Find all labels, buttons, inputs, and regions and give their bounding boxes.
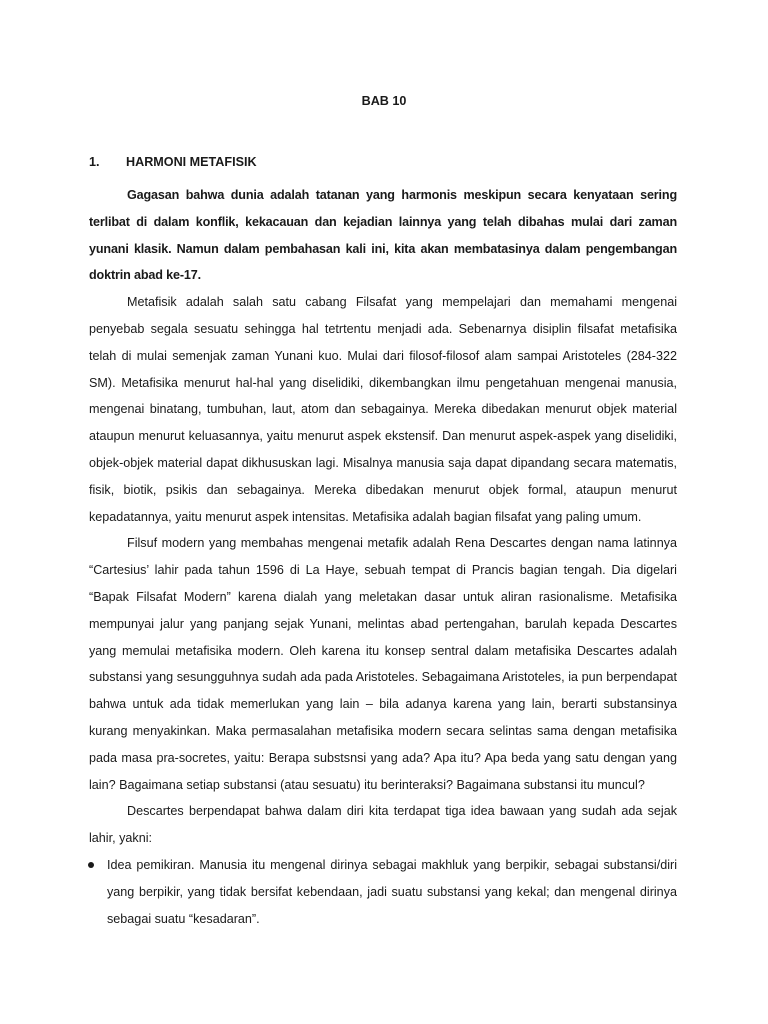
list-item: [89, 852, 677, 932]
paragraph-descartes: Filsuf modern yang membahas mengenai metafik adalah Rena Descartes dengan nama latinnya “Cartesius’ lahir pada tahun 1596 di La Haye, sebuah tempat di Prancis bagian tengah. Dia digelari “Bapak Filsafat Modern” karena dialah yang meletakan dasar untuk aliran rasionalisme. Metafisika mempunyai jalur yang panjang sejak Yunani, melintas abad pertengahan, barulah kepada Descartes yang memulai metafisika modern. Oleh karena itu konsep sentral dalam metafisika Descartes adalah substansi yang sesungguhnya sudah ada pada Aristoteles. Sebagaimana Aristoteles, ia pun berpendapat bahwa untuk ada tidak memerlukan yang lain – bila adanya karena yang lain, berarti substansinya kurang menyakinkan. Maka permasalahan metafisika modern secara selintas sama dengan metafisika pada masa pra-socretes, yaitu: Berapa substsnsi yang ada? Apa itu? Apa beda yang satu dengan yang lain? Bagaimana setiap substansi (atau sesuatu) itu berinteraksi? Bagaimana substansi itu muncul?: [89, 536, 677, 792]
paragraph-idea-bawaan: Descartes berpendapat bahwa dalam diri kita terdapat tiga idea bawaan yang sudah ada sejak lahir, yakni:: [89, 804, 677, 846]
bullet-list: [89, 852, 677, 932]
section-number: 1.: [89, 155, 100, 169]
document-body: [89, 182, 677, 932]
section-heading: [89, 155, 257, 169]
list-item-text: Idea pemikiran. Manusia itu mengenal dirinya sebagai makhluk yang berpikir, sebagai substansi/diri yang berpikir, yang tidak bersifat kebendaan, jadi suatu substansi yang kekal; dan mengenal dirinya sebagai suatu “kesadaran”.: [107, 857, 677, 926]
chapter-title: BAB 10: [361, 94, 407, 108]
bullet-icon: [88, 862, 94, 868]
paragraph-metafisik: Metafisik adalah salah satu cabang Filsafat yang mempelajari dan memahami mengenai penyebab segala sesuatu sehingga hal tetrtentu menjadi ada. Sebenarnya disiplin filsafat metafisika telah di mulai semenjak zaman Yunani kuo. Mulai dari filosof-filosof alam sampai Aristoteles (284-322 SM). Metafisika menurut hal-hal yang diselidiki, dikembangkan ilmu pengetahuan mengenai manusia, mengenai binatang, tumbuhan, laut, atom dan sebagainya. Mereka dibedakan menurut objek material ataupun menurut keluasannya, yaitu menurut aspek ekstensif. Dan menurut aspek-aspek yang diselidiki, objek-objek material dapat dikhususkan lagi. Misalnya manusia saja dapat dipandang secara matematis, fisik, biotik, psikis dan sebagainya. Mereka dibedakan menurut objek formal, ataupun menurut kepadatannya, yaitu menurut aspek intensitas. Metafisika adalah bagian filsafat yang paling umum.: [89, 295, 677, 524]
section-title: HARMONI METAFISIK: [126, 155, 257, 169]
paragraph-intro: Gagasan bahwa dunia adalah tatanan yang harmonis meskipun secara kenyataan sering terlibat di dalam konflik, kekacauan dan kejadian lainnya yang telah dibahas mulai dari zaman yunani klasik. Namun dalam pembahasan kali ini, kita akan membatasinya dalam pengembangan doktrin abad ke-17.: [89, 188, 677, 283]
